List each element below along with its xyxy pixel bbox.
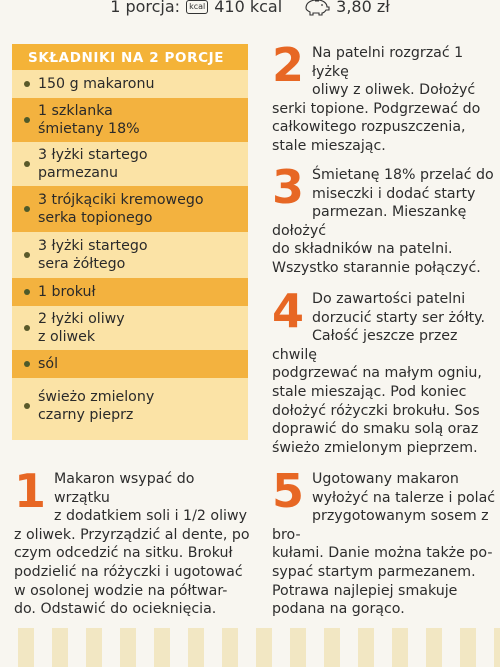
step-text: Do zawartości patelni dorzucić starty ser żółty. Całość jeszcze przez chwilę podgrzewać na małym ogniu, stale mieszając. Pod koniec dołożyć różyczki brokułu. Sos doprawić do smaku solą oraz świeżo zmielonym pieprzem. — [272, 291, 486, 456]
bullet-icon — [24, 403, 30, 409]
bullet-icon — [24, 361, 30, 367]
ingredient-item — [12, 278, 248, 306]
ingredient-item — [12, 350, 248, 378]
step-2 — [272, 38, 500, 156]
ingredient-text: sól — [38, 356, 59, 372]
step-number: 5 — [272, 464, 305, 518]
bullet-icon — [24, 81, 30, 87]
kcal-value: 410 kcal — [214, 0, 283, 16]
bullet-icon — [24, 161, 30, 167]
bullet-icon — [24, 206, 30, 212]
step-4 — [272, 284, 500, 457]
ingredient-text: 3 łyżki startego parmezanu — [38, 147, 148, 181]
bullet-icon — [24, 117, 30, 123]
ingredient-item — [12, 378, 248, 434]
step-number: 1 — [14, 464, 47, 518]
ingredient-item — [12, 232, 248, 278]
step-text: Ugotowany makaron wyłożyć na talerze i polać przygotowanym sosem z bro- kułami. Danie można także po- sypać startym parmezanem. Potrawa najlepiej smakuje podana na gorąco. — [272, 471, 496, 618]
bullet-icon — [24, 325, 30, 331]
step-number: 2 — [272, 38, 305, 92]
ingredients-list — [12, 70, 248, 434]
step-text: Śmietanę 18% przelać do miseczki i dodać starty parmezan. Mieszankę dołożyć do składników na patelni. Wszystko starannie połączyć. — [272, 167, 494, 276]
ingredient-text: 1 szklanka śmietany 18% — [38, 103, 140, 137]
bullet-icon — [24, 289, 30, 295]
ingredient-item — [12, 142, 248, 186]
ingredient-text: 1 brokuł — [38, 284, 96, 300]
step-number: 4 — [272, 284, 305, 338]
ingredient-text: świeżo zmielony czarny pieprz — [38, 389, 155, 423]
bullet-icon — [24, 252, 30, 258]
step-1 — [14, 464, 252, 619]
ingredients-box — [12, 44, 248, 440]
ingredient-item — [12, 98, 248, 142]
ingredient-text: 3 łyżki startego sera żółtego — [38, 238, 148, 272]
step-3 — [272, 160, 500, 278]
nutrition-bar — [0, 0, 500, 24]
step-number: 3 — [272, 160, 305, 214]
decorative-stripe — [0, 628, 500, 667]
ingredients-title: SKŁADNIKI NA 2 PORCJE — [12, 44, 248, 70]
ingredient-item — [12, 186, 248, 232]
ingredient-item — [12, 70, 248, 98]
ingredient-text: 3 trójkąciki kremowego serka topionego — [38, 192, 204, 226]
kcal-icon: kcal — [186, 0, 208, 14]
portion-label: 1 porcja: — [110, 0, 181, 16]
piggy-bank-icon — [302, 0, 330, 16]
step-5 — [272, 464, 500, 619]
step-text: Makaron wsypać do wrzątku z dodatkiem soli i 1/2 oliwy z oliwek. Przyrządzić al dente, po czym odcedzić na sitku. Brokuł podzielić na różyczki i ugotować w osolonej wodzie na półtwar- do. Odstawić do ocieknięcia. — [14, 471, 250, 618]
ingredient-item — [12, 306, 248, 350]
step-text: Na patelni rozgrzać 1 łyżkę oliwy z oliwek. Dołożyć serki topione. Podgrzewać do całkowitego rozpuszczenia, stale mieszając. — [272, 45, 481, 154]
ingredient-text: 150 g makaronu — [38, 76, 155, 92]
price-value: 3,80 zł — [336, 0, 390, 16]
ingredient-text: 2 łyżki oliwy z oliwek — [38, 311, 125, 345]
